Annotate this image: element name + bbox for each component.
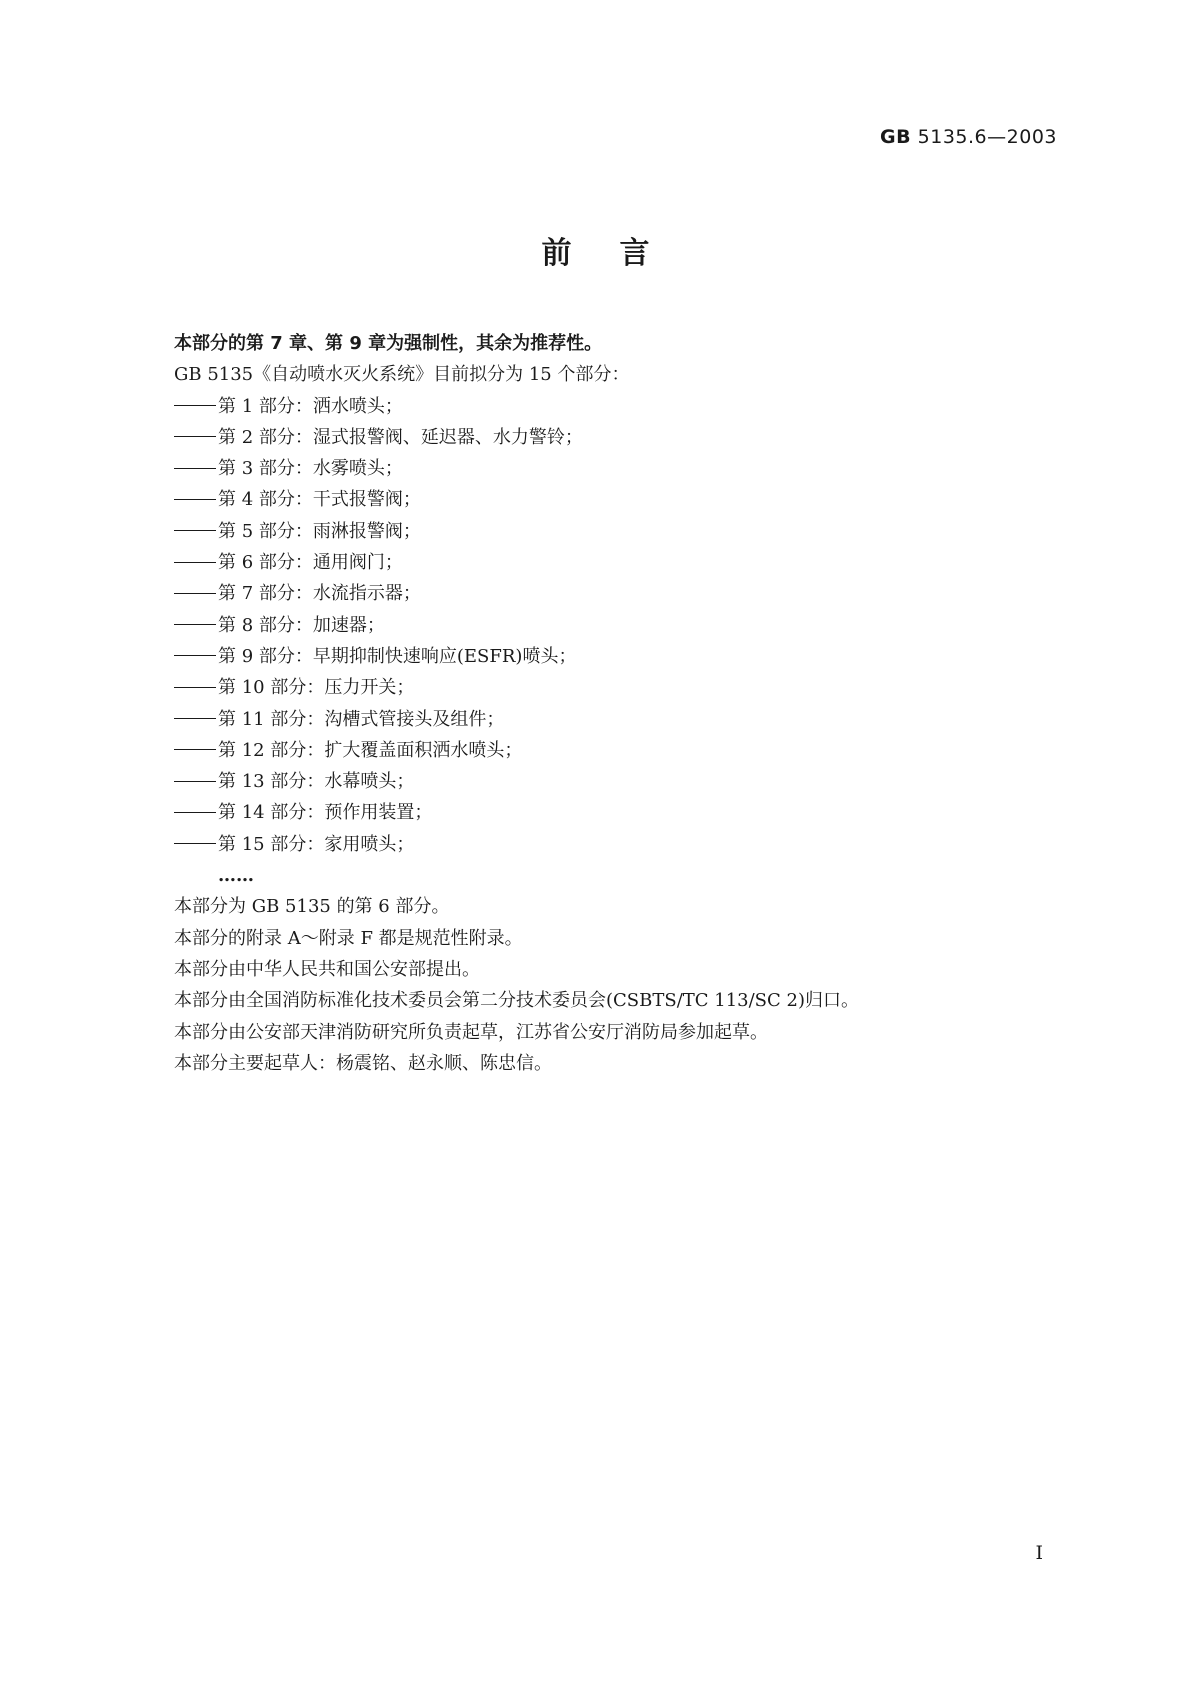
em-dash-icon (174, 593, 216, 594)
em-dash-icon (174, 812, 216, 813)
closing-line: 本部分为 GB 5135 的第 6 部分。 (174, 896, 450, 918)
list-item: 第 9 部分：早期抑制快速响应(ESFR)喷头； (174, 641, 1034, 672)
standard-code (880, 126, 1057, 148)
list-item: 第 13 部分：水幕喷头； (174, 766, 1034, 797)
list-item: 第 3 部分：水雾喷头； (174, 453, 1034, 484)
page-number: I (1035, 1542, 1043, 1564)
list-item: 第 12 部分：扩大覆盖面积洒水喷头； (174, 735, 1034, 766)
em-dash-icon (174, 436, 216, 437)
closing-line: 本部分由全国消防标准化技术委员会第二分技术委员会(CSBTS/TC 113/SC 2)归口。 (174, 990, 859, 1012)
closing-line: 本部分由公安部天津消防研究所负责起草，江苏省公安厅消防局参加起草。 (174, 1021, 768, 1043)
em-dash-icon (174, 624, 216, 625)
list-item: 第 11 部分：沟槽式管接头及组件； (174, 704, 1034, 735)
list-item: 第 5 部分：雨淋报警阀； (174, 516, 1034, 547)
em-dash-icon (174, 718, 216, 719)
em-dash-icon (174, 843, 216, 844)
closing-line: 本部分由中华人民共和国公安部提出。 (174, 958, 480, 980)
em-dash-icon (174, 499, 216, 500)
closing-line: 本部分主要起草人：杨震铭、赵永顺、陈忠信。 (174, 1052, 552, 1074)
em-dash-icon (174, 655, 216, 656)
em-dash-icon (174, 562, 216, 563)
page-title: 前言 (541, 236, 698, 271)
standard-prefix: GB (880, 126, 912, 148)
mandatory-statement: 本部分的第 7 章、第 9 章为强制性，其余为推荐性。 (174, 333, 603, 354)
list-item: 第 7 部分：水流指示器； (174, 578, 1034, 609)
list-item: 第 1 部分：洒水喷头； (174, 391, 1034, 422)
closing-line: 本部分的附录 A～附录 F 都是规范性附录。 (174, 927, 523, 949)
parts-statement: GB 5135《自动喷水灭火系统》目前拟分为 15 个部分： (174, 364, 630, 386)
list-item: 第 10 部分：压力开关； (174, 672, 1034, 703)
list-item: 第 15 部分：家用喷头； (174, 829, 1034, 860)
em-dash-icon (174, 468, 216, 469)
list-ellipsis: …… (218, 865, 254, 887)
standard-number: 5135.6—2003 (917, 126, 1057, 148)
em-dash-icon (174, 687, 216, 688)
em-dash-icon (174, 781, 216, 782)
list-item: 第 2 部分：湿式报警阀、延迟器、水力警铃； (174, 422, 1034, 453)
list-item: 第 14 部分：预作用装置； (174, 797, 1034, 828)
list-item: 第 4 部分：干式报警阀； (174, 484, 1034, 515)
list-item: 第 8 部分：加速器； (174, 610, 1034, 641)
list-item: 第 6 部分：通用阀门； (174, 547, 1034, 578)
em-dash-icon (174, 405, 216, 406)
em-dash-icon (174, 530, 216, 531)
em-dash-icon (174, 749, 216, 750)
foreword-body (174, 328, 1034, 1079)
